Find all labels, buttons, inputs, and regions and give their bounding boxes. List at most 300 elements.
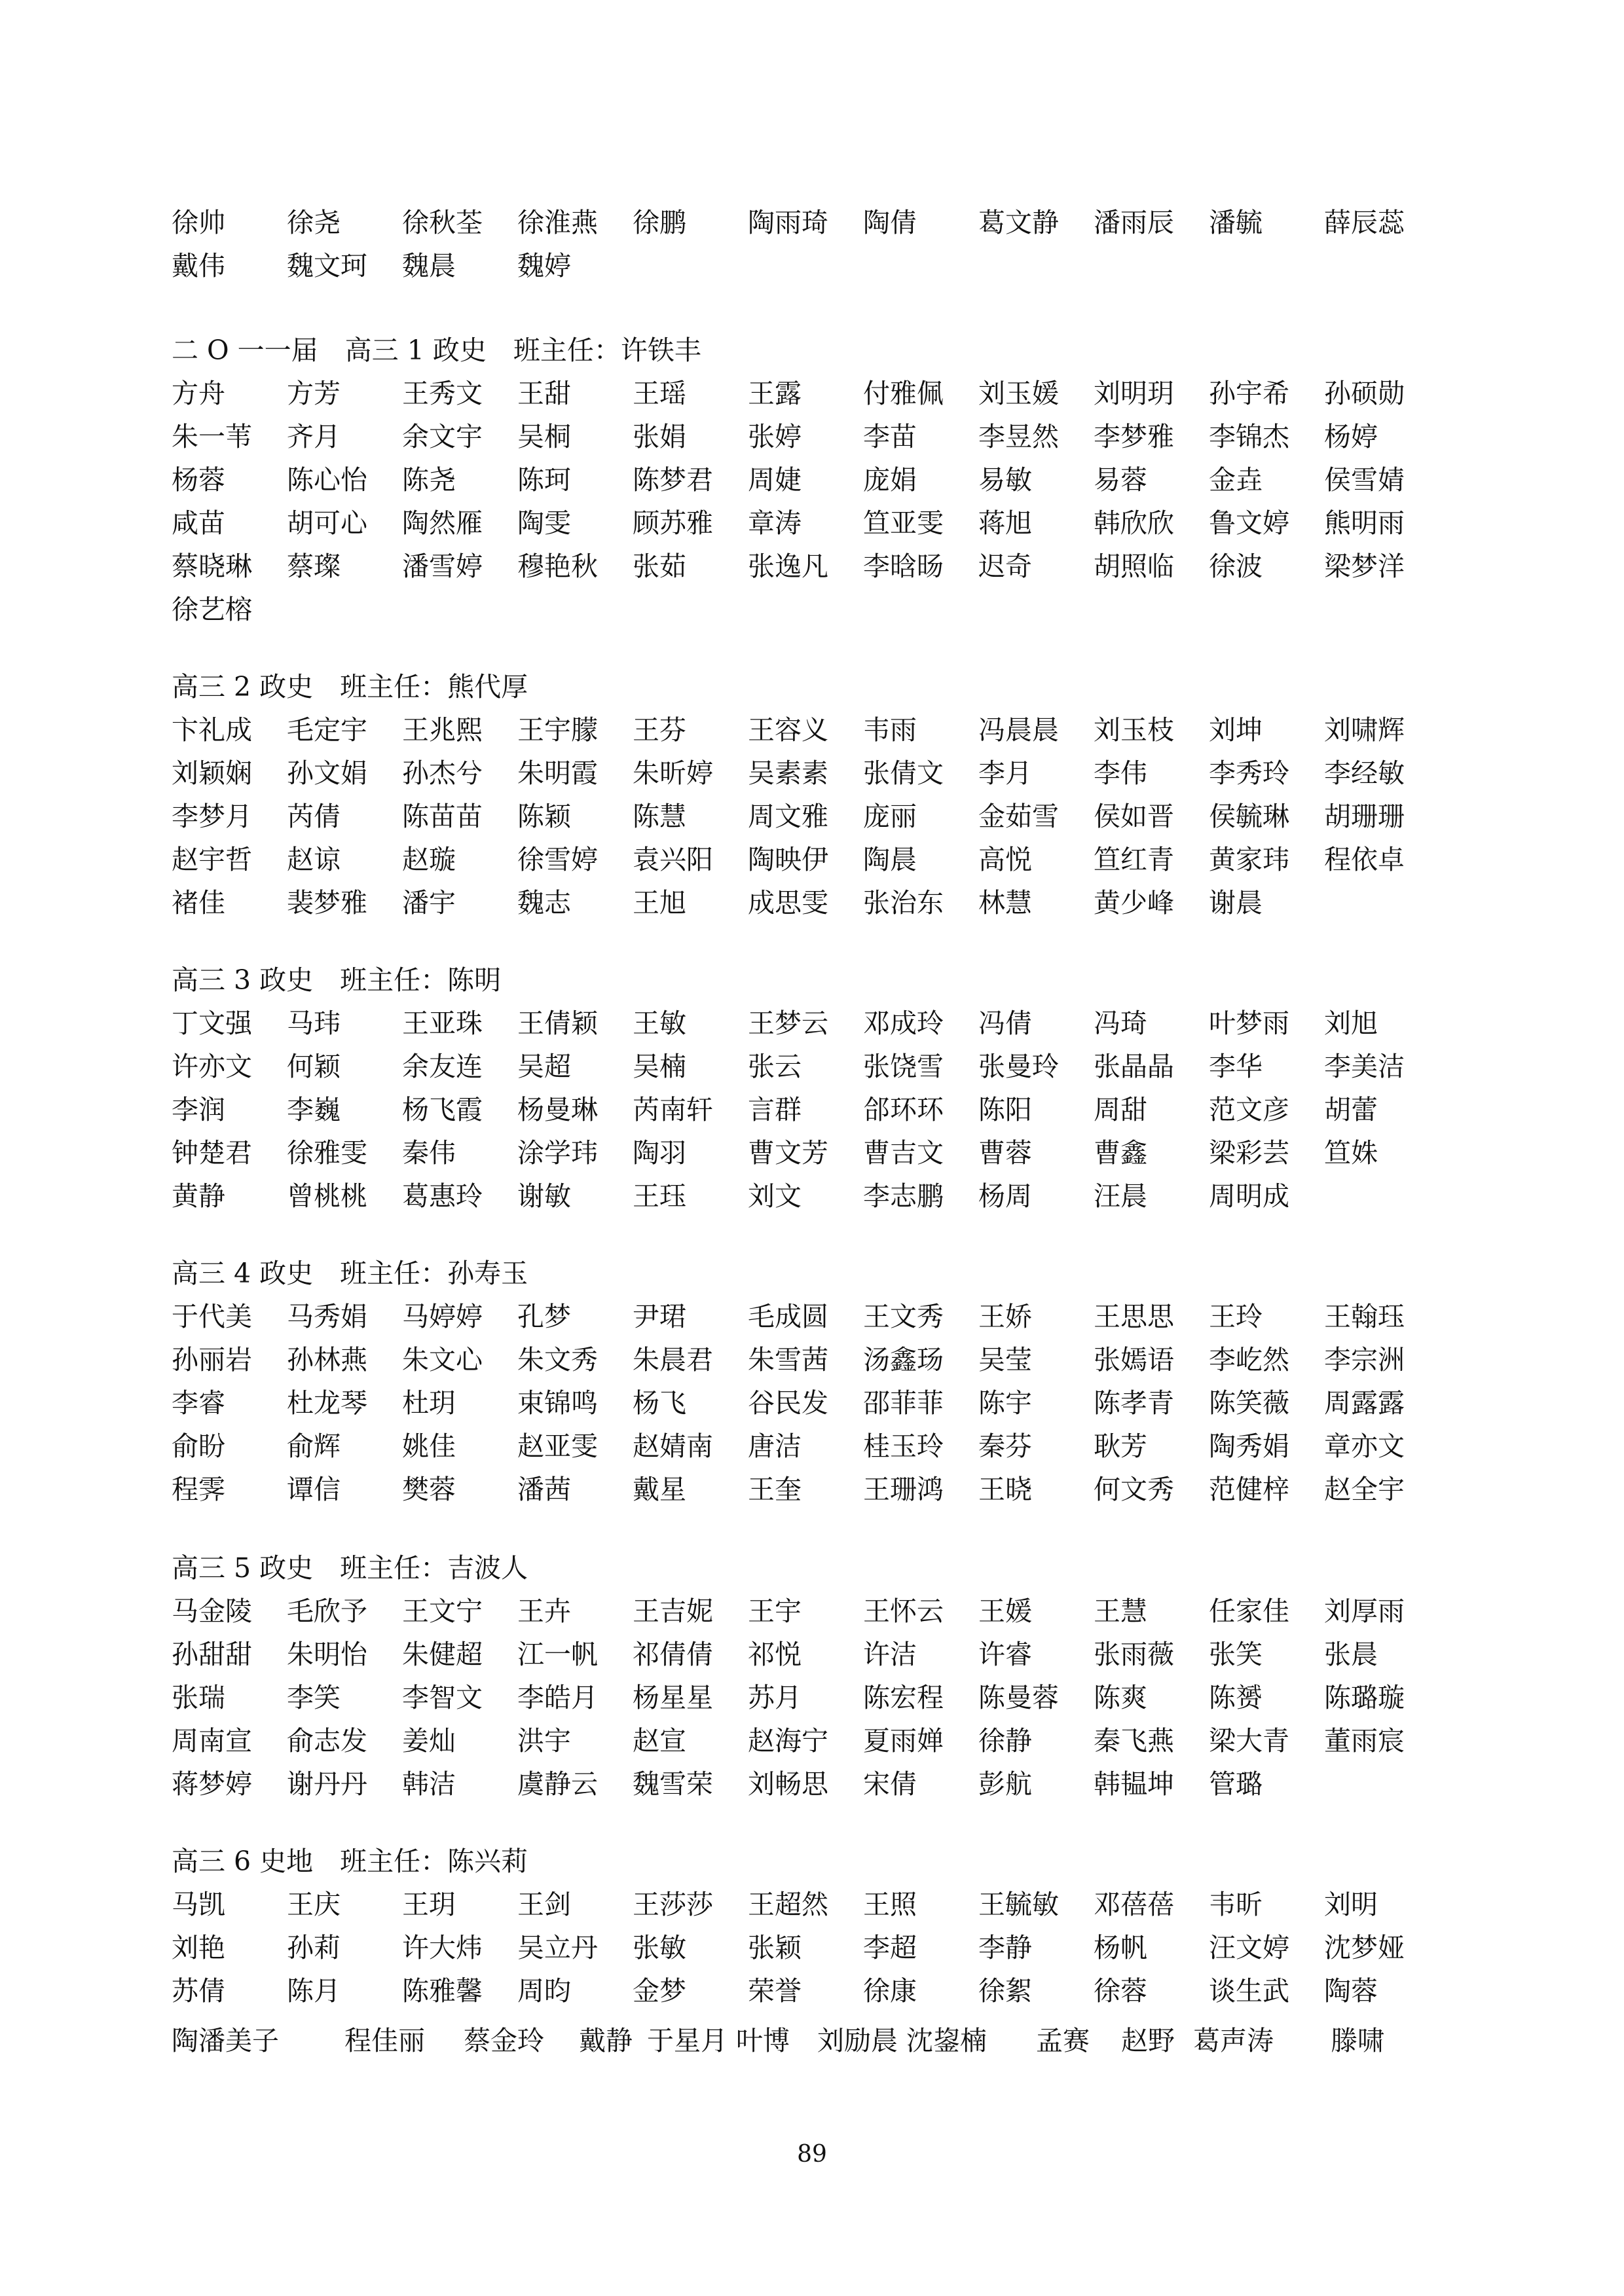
name-row xyxy=(172,198,1455,242)
student-name: 孙硕勋 xyxy=(1324,377,1405,409)
name-row xyxy=(172,749,1455,792)
student-name: 王媛 xyxy=(978,1595,1032,1627)
student-name: 张曼玲 xyxy=(978,1050,1059,1082)
student-name: 徐秋荃 xyxy=(402,206,483,238)
student-name: 郃环环 xyxy=(863,1093,944,1125)
student-name: 刘旭 xyxy=(1324,1007,1378,1039)
student-name: 孙莉 xyxy=(287,1931,341,1963)
student-name: 孙甜甜 xyxy=(172,1638,252,1670)
name-row xyxy=(172,412,1455,456)
student-name: 陈慧 xyxy=(633,800,686,832)
student-name: 杨帆 xyxy=(1094,1931,1147,1963)
student-name: 李宗洲 xyxy=(1324,1343,1405,1376)
student-name: 滕啸 xyxy=(1331,2025,1384,2056)
student-name: 陶晨 xyxy=(863,843,917,875)
name-row xyxy=(172,1465,1455,1508)
student-name: 杜龙琴 xyxy=(287,1387,367,1419)
student-name: 徐康 xyxy=(863,1975,917,2007)
student-name: 江一帆 xyxy=(517,1638,598,1670)
student-name: 汤鑫玚 xyxy=(863,1343,944,1376)
student-name: 赵亚雯 xyxy=(517,1430,598,1462)
student-name: 王露 xyxy=(748,377,802,409)
name-row xyxy=(172,242,1455,285)
student-name: 魏雪荣 xyxy=(633,1768,713,1800)
student-name: 徐絮 xyxy=(978,1975,1032,2007)
student-name: 陈宇 xyxy=(978,1387,1032,1419)
student-name: 孙丽岩 xyxy=(172,1343,252,1376)
student-name: 李超 xyxy=(863,1931,917,1963)
student-name: 朱一苇 xyxy=(172,420,252,452)
student-name: 戴伟 xyxy=(172,249,225,282)
student-name: 陈笑薇 xyxy=(1209,1387,1289,1419)
student-name: 陶然雁 xyxy=(402,507,483,539)
student-name: 孙杰兮 xyxy=(402,757,483,789)
student-name: 李晗旸 xyxy=(863,550,944,582)
student-name: 迟奇 xyxy=(978,550,1032,582)
student-name: 高悦 xyxy=(978,843,1032,875)
student-name: 赵海宁 xyxy=(748,1724,828,1757)
student-name: 谢敏 xyxy=(517,1180,571,1212)
student-name: 叶博 xyxy=(736,2025,790,2056)
student-name: 杨周 xyxy=(978,1180,1032,1212)
student-name: 韩韫坤 xyxy=(1094,1768,1174,1800)
name-row xyxy=(172,706,1455,749)
name-row xyxy=(172,1630,1455,1673)
student-name: 冯琦 xyxy=(1094,1007,1147,1039)
student-name: 张云 xyxy=(748,1050,802,1082)
student-name: 徐尧 xyxy=(287,206,341,238)
student-name: 陈孝青 xyxy=(1094,1387,1174,1419)
student-name: 王怀云 xyxy=(863,1595,944,1627)
student-name: 杨蓉 xyxy=(172,464,225,496)
student-name: 李巍 xyxy=(287,1093,341,1125)
student-name: 梁彩芸 xyxy=(1209,1137,1289,1169)
student-name: 赵宇哲 xyxy=(172,843,252,875)
student-name: 张雨薇 xyxy=(1094,1638,1174,1670)
student-name: 朱明霞 xyxy=(517,757,598,789)
student-name: 朱明怡 xyxy=(287,1638,367,1670)
student-name: 胡珊珊 xyxy=(1324,800,1405,832)
student-name: 吴超 xyxy=(517,1050,571,1082)
student-name: 张晨 xyxy=(1324,1638,1378,1670)
student-name: 赵全宇 xyxy=(1324,1473,1405,1505)
student-name: 王旭 xyxy=(633,886,686,919)
student-name: 曹鑫 xyxy=(1094,1137,1147,1169)
student-name: 曹蓉 xyxy=(978,1137,1032,1169)
student-name: 虞静云 xyxy=(517,1768,598,1800)
student-name: 俞辉 xyxy=(287,1430,341,1462)
student-name: 张嫣语 xyxy=(1094,1343,1174,1376)
student-name: 余友连 xyxy=(402,1050,483,1082)
student-name: 赵婧南 xyxy=(633,1430,713,1462)
student-name: 熊明雨 xyxy=(1324,507,1405,539)
student-name: 于代美 xyxy=(172,1300,252,1332)
class-header: 高三 3 政史 班主任：陈明 xyxy=(172,964,502,996)
student-name: 孙林燕 xyxy=(287,1343,367,1376)
student-name: 金垚 xyxy=(1209,464,1263,496)
student-name: 周甜 xyxy=(1094,1093,1147,1125)
student-name: 陈尧 xyxy=(402,464,456,496)
student-name: 王珊鸿 xyxy=(863,1473,944,1505)
student-name: 李月 xyxy=(978,757,1032,789)
student-name: 王吉妮 xyxy=(633,1595,713,1627)
student-name: 王超然 xyxy=(748,1888,828,1920)
student-name: 付雅佩 xyxy=(863,377,944,409)
student-name: 刘厚雨 xyxy=(1324,1595,1405,1627)
student-name: 张颖 xyxy=(748,1931,802,1963)
student-name: 朱文心 xyxy=(402,1343,483,1376)
student-name: 王甜 xyxy=(517,377,571,409)
name-row xyxy=(172,1880,1455,1923)
student-name: 束锦鸣 xyxy=(517,1387,598,1419)
student-name: 荣誉 xyxy=(748,1975,802,2007)
student-name: 陶秀娟 xyxy=(1209,1430,1289,1462)
student-name: 毛欣予 xyxy=(287,1595,367,1627)
student-name: 何颖 xyxy=(287,1050,341,1082)
student-name: 庞娟 xyxy=(863,464,917,496)
student-name: 钟楚君 xyxy=(172,1137,252,1169)
student-name: 徐鹏 xyxy=(633,206,686,238)
student-name: 刘坤 xyxy=(1209,714,1263,746)
student-name: 徐帅 xyxy=(172,206,225,238)
student-name: 管璐 xyxy=(1209,1768,1263,1800)
student-name: 马凯 xyxy=(172,1888,225,1920)
student-name: 周昀 xyxy=(517,1975,571,2007)
student-name: 谈生武 xyxy=(1209,1975,1289,2007)
student-name: 方芳 xyxy=(287,377,341,409)
class-header: 二 O 一一届 高三 1 政史 班主任：许铁丰 xyxy=(172,335,701,366)
student-name: 李苗 xyxy=(863,420,917,452)
student-name: 赵谅 xyxy=(287,843,341,875)
student-name: 金茹雪 xyxy=(978,800,1059,832)
student-name: 王莎莎 xyxy=(633,1888,713,1920)
student-name: 黄少峰 xyxy=(1094,886,1174,919)
student-name: 朱雪茜 xyxy=(748,1343,828,1376)
student-name: 余文宇 xyxy=(402,420,483,452)
student-name: 章涛 xyxy=(748,507,802,539)
student-name: 笪姝 xyxy=(1324,1137,1378,1169)
student-name: 赵璇 xyxy=(402,843,456,875)
student-name: 胡蕾 xyxy=(1324,1093,1378,1125)
student-name: 刘玉枝 xyxy=(1094,714,1174,746)
student-name: 汪文婷 xyxy=(1209,1931,1289,1963)
name-row xyxy=(172,369,1455,412)
student-name: 李昱然 xyxy=(978,420,1059,452)
student-name: 裴梦雅 xyxy=(287,886,367,919)
student-name: 刘明 xyxy=(1324,1888,1378,1920)
student-name: 杨星星 xyxy=(633,1681,713,1713)
student-name: 徐蓉 xyxy=(1094,1975,1147,2007)
name-row xyxy=(172,1042,1455,1085)
name-row xyxy=(172,1967,1455,2010)
student-name: 薛辰蕊 xyxy=(1324,206,1405,238)
student-name: 涂学玮 xyxy=(517,1137,598,1169)
student-name: 李睿 xyxy=(172,1387,225,1419)
student-name: 沈鋆楠 xyxy=(906,2025,987,2056)
student-name: 李皓月 xyxy=(517,1681,598,1713)
name-row xyxy=(172,499,1455,542)
name-row xyxy=(172,835,1455,879)
student-name: 张晶晶 xyxy=(1094,1050,1174,1082)
student-name: 马玮 xyxy=(287,1007,341,1039)
student-name: 吴楠 xyxy=(633,1050,686,1082)
student-name: 叶梦雨 xyxy=(1209,1007,1289,1039)
student-name: 马金陵 xyxy=(172,1595,252,1627)
student-name: 于星月 xyxy=(647,2025,728,2056)
student-name: 胡可心 xyxy=(287,507,367,539)
student-name: 王敏 xyxy=(633,1007,686,1039)
student-name: 韩洁 xyxy=(402,1768,456,1800)
student-name: 张逸凡 xyxy=(748,550,828,582)
student-name: 张敏 xyxy=(633,1931,686,1963)
student-name: 韩欣欣 xyxy=(1094,507,1174,539)
student-name: 张婷 xyxy=(748,420,802,452)
student-name: 王毓敏 xyxy=(978,1888,1059,1920)
student-name: 徐静 xyxy=(978,1724,1032,1757)
student-name: 鲁文婷 xyxy=(1209,507,1289,539)
class-2-grid xyxy=(172,706,1455,922)
student-name: 金梦 xyxy=(633,1975,686,2007)
student-name: 周文雅 xyxy=(748,800,828,832)
student-name: 邓蓓蓓 xyxy=(1094,1888,1174,1920)
student-name: 穆艳秋 xyxy=(517,550,598,582)
student-name: 成思雯 xyxy=(748,886,828,919)
student-name: 樊蓉 xyxy=(402,1473,456,1505)
student-name: 陈梦君 xyxy=(633,464,713,496)
student-name: 谢晨 xyxy=(1209,886,1263,919)
student-name: 易蓉 xyxy=(1094,464,1147,496)
student-name: 毛定宇 xyxy=(287,714,367,746)
student-name: 朱晨君 xyxy=(633,1343,713,1376)
student-name: 李华 xyxy=(1209,1050,1263,1082)
student-name: 许亦文 xyxy=(172,1050,252,1082)
student-name: 陈爽 xyxy=(1094,1681,1147,1713)
class-3-grid xyxy=(172,999,1455,1215)
student-name: 谭信 xyxy=(287,1473,341,1505)
student-name: 刘玉媛 xyxy=(978,377,1059,409)
student-name: 王玲 xyxy=(1209,1300,1263,1332)
student-name: 刘颖娴 xyxy=(172,757,252,789)
student-name: 孟赛 xyxy=(1036,2025,1090,2056)
student-name: 王瑶 xyxy=(633,377,686,409)
student-name: 王文宁 xyxy=(402,1595,483,1627)
student-name: 许洁 xyxy=(863,1638,917,1670)
student-name: 沈梦娅 xyxy=(1324,1931,1405,1963)
student-name: 咸苗 xyxy=(172,507,225,539)
student-name: 陶倩 xyxy=(863,206,917,238)
name-row xyxy=(172,879,1455,922)
student-name: 杨飞 xyxy=(633,1387,686,1419)
student-name: 张茹 xyxy=(633,550,686,582)
student-name: 蒋旭 xyxy=(978,507,1032,539)
class-header: 高三 2 政史 班主任：熊代厚 xyxy=(172,671,528,702)
student-name: 孙文娟 xyxy=(287,757,367,789)
student-name: 马秀娟 xyxy=(287,1300,367,1332)
name-row xyxy=(172,1129,1455,1172)
student-name: 魏晨 xyxy=(402,249,456,282)
student-name: 李梦雅 xyxy=(1094,420,1174,452)
student-name: 王剑 xyxy=(517,1888,571,1920)
student-name: 王奎 xyxy=(748,1473,802,1505)
student-name: 张笑 xyxy=(1209,1638,1263,1670)
student-name: 侯雪婧 xyxy=(1324,464,1405,496)
student-name: 吴桐 xyxy=(517,420,571,452)
student-name: 张治东 xyxy=(863,886,944,919)
student-name: 言群 xyxy=(748,1093,802,1125)
class-4-grid xyxy=(172,1292,1455,1508)
student-name: 董雨宸 xyxy=(1324,1724,1405,1757)
student-name: 吴素素 xyxy=(748,757,828,789)
student-name: 王秀文 xyxy=(402,377,483,409)
student-name: 张瑞 xyxy=(172,1681,225,1713)
student-name: 秦飞燕 xyxy=(1094,1724,1174,1757)
student-name: 王倩颖 xyxy=(517,1007,598,1039)
student-name: 周明成 xyxy=(1209,1180,1289,1212)
student-name: 徐艺榕 xyxy=(172,593,252,625)
student-name: 梁梦洋 xyxy=(1324,550,1405,582)
student-name: 姚佳 xyxy=(402,1430,456,1462)
student-name: 朱昕婷 xyxy=(633,757,713,789)
student-name: 葛文静 xyxy=(978,206,1059,238)
student-name: 徐雪婷 xyxy=(517,843,598,875)
student-name: 邵菲菲 xyxy=(863,1387,944,1419)
student-name: 陈珂 xyxy=(517,464,571,496)
student-name: 许大炜 xyxy=(402,1931,483,1963)
student-name: 齐月 xyxy=(287,420,341,452)
student-name: 杜玥 xyxy=(402,1387,456,1419)
student-name: 韦雨 xyxy=(863,714,917,746)
student-name: 程佳丽 xyxy=(344,2025,425,2056)
student-name: 陈心怡 xyxy=(287,464,367,496)
student-name: 潘雪婷 xyxy=(402,550,483,582)
student-name: 王梦云 xyxy=(748,1007,828,1039)
page-number: 89 xyxy=(797,2141,827,2168)
student-name: 李美洁 xyxy=(1324,1050,1405,1082)
student-name: 陈璐璇 xyxy=(1324,1681,1405,1713)
student-name: 汪晨 xyxy=(1094,1180,1147,1212)
student-name: 许睿 xyxy=(978,1638,1032,1670)
name-row xyxy=(172,1292,1455,1336)
name-row xyxy=(172,542,1455,585)
student-name: 曹吉文 xyxy=(863,1137,944,1169)
student-name: 李志鹏 xyxy=(863,1180,944,1212)
student-name: 王晓 xyxy=(978,1473,1032,1505)
name-row xyxy=(172,999,1455,1042)
student-name: 褚佳 xyxy=(172,886,225,919)
student-name: 芮倩 xyxy=(287,800,341,832)
prev-section-grid xyxy=(172,198,1455,285)
name-row xyxy=(172,1379,1455,1422)
student-name: 周露露 xyxy=(1324,1387,1405,1419)
student-name: 潘毓 xyxy=(1209,206,1263,238)
student-name: 潘雨辰 xyxy=(1094,206,1174,238)
student-name: 朱文秀 xyxy=(517,1343,598,1376)
student-name: 王文秀 xyxy=(863,1300,944,1332)
student-name: 丁文强 xyxy=(172,1007,252,1039)
student-name: 王翰珏 xyxy=(1324,1300,1405,1332)
student-name: 王亚珠 xyxy=(402,1007,483,1039)
student-name: 孔梦 xyxy=(517,1300,571,1332)
student-name: 任家佳 xyxy=(1209,1595,1289,1627)
name-row xyxy=(172,1336,1455,1379)
student-name: 王宇朦 xyxy=(517,714,598,746)
student-name: 陈曼蓉 xyxy=(978,1681,1059,1713)
student-name: 胡照临 xyxy=(1094,550,1174,582)
student-name: 刘明玥 xyxy=(1094,377,1174,409)
student-name: 魏文珂 xyxy=(287,249,367,282)
student-name: 戴静 xyxy=(579,2025,633,2056)
name-row xyxy=(172,585,1455,629)
student-name: 刘文 xyxy=(748,1180,802,1212)
student-name: 冯倩 xyxy=(978,1007,1032,1039)
student-name: 黄家玮 xyxy=(1209,843,1289,875)
student-name: 葛惠玲 xyxy=(402,1180,483,1212)
class-header: 高三 6 史地 班主任：陈兴莉 xyxy=(172,1846,528,1877)
student-name: 徐雅雯 xyxy=(287,1137,367,1169)
student-name: 李笑 xyxy=(287,1681,341,1713)
student-name: 芮南轩 xyxy=(633,1093,713,1125)
student-name: 程依卓 xyxy=(1324,843,1405,875)
student-name: 李锦杰 xyxy=(1209,420,1289,452)
student-name: 俞盼 xyxy=(172,1430,225,1462)
student-name: 桂玉玲 xyxy=(863,1430,944,1462)
name-row xyxy=(172,1085,1455,1129)
student-name: 邓成玲 xyxy=(863,1007,944,1039)
name-row xyxy=(172,1172,1455,1215)
student-name: 陶潘美子 xyxy=(172,2025,279,2056)
student-name: 洪宇 xyxy=(517,1724,571,1757)
student-name: 王庆 xyxy=(287,1888,341,1920)
student-name: 李经敏 xyxy=(1324,757,1405,789)
name-row xyxy=(172,1422,1455,1465)
student-name: 苏倩 xyxy=(172,1975,225,2007)
student-name: 刘艳 xyxy=(172,1931,225,1963)
student-name: 庞丽 xyxy=(863,800,917,832)
student-name: 杨曼琳 xyxy=(517,1093,598,1125)
student-name: 陶雯 xyxy=(517,507,571,539)
student-name: 何文秀 xyxy=(1094,1473,1174,1505)
student-name: 蒋梦婷 xyxy=(172,1768,252,1800)
student-name: 李静 xyxy=(978,1931,1032,1963)
student-name: 陈苗苗 xyxy=(402,800,483,832)
name-row xyxy=(172,1673,1455,1717)
student-name: 韦昕 xyxy=(1209,1888,1263,1920)
student-name: 魏志 xyxy=(517,886,571,919)
student-name: 王玥 xyxy=(402,1888,456,1920)
student-name: 黄静 xyxy=(172,1180,225,1212)
name-row xyxy=(172,1717,1455,1760)
student-name: 王娇 xyxy=(978,1300,1032,1332)
student-name: 范健梓 xyxy=(1209,1473,1289,1505)
class-6-grid xyxy=(172,1880,1455,2010)
student-name: 袁兴阳 xyxy=(633,843,713,875)
student-name: 耿芳 xyxy=(1094,1430,1147,1462)
student-name: 夏雨婵 xyxy=(863,1724,944,1757)
student-name: 彭航 xyxy=(978,1768,1032,1800)
student-name: 陶映伊 xyxy=(748,843,828,875)
student-name: 朱健超 xyxy=(402,1638,483,1670)
student-name: 曾桃桃 xyxy=(287,1180,367,1212)
student-name: 陈雅馨 xyxy=(402,1975,483,2007)
student-name: 李秀玲 xyxy=(1209,757,1289,789)
student-name: 秦芬 xyxy=(978,1430,1032,1462)
student-name: 吴莹 xyxy=(978,1343,1032,1376)
student-name: 唐洁 xyxy=(748,1430,802,1462)
student-name: 宋倩 xyxy=(863,1768,917,1800)
student-name: 王芬 xyxy=(633,714,686,746)
student-name: 徐波 xyxy=(1209,550,1263,582)
student-name: 王慧 xyxy=(1094,1595,1147,1627)
